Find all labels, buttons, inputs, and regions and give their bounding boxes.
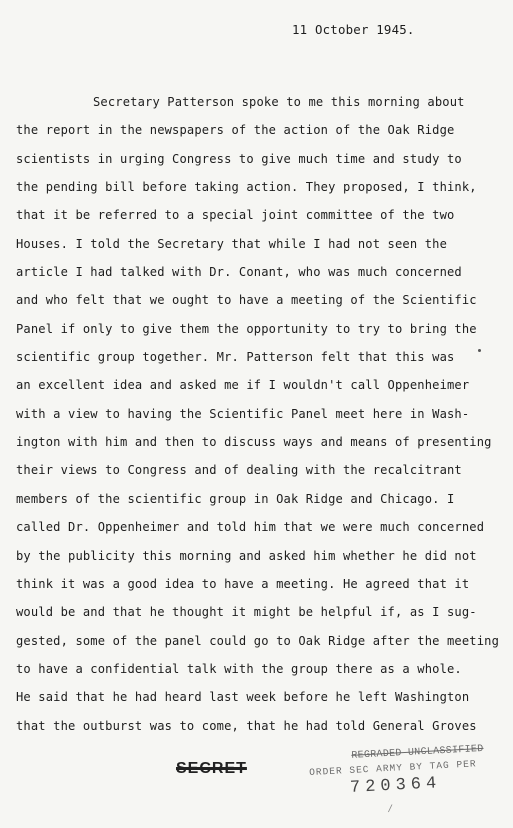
- body-line: by the publicity this morning and asked him whether he did not: [16, 548, 477, 563]
- body-line: the pending bill before taking action. They proposed, I think,: [16, 180, 477, 195]
- document-number: 720364: [349, 774, 442, 798]
- regraded-label: REGRADED UNCLASSIFIED: [351, 743, 484, 762]
- body-line: the report in the newspapers of the action of the Oak Ridge: [16, 123, 455, 138]
- body-line: Houses. I told the Secretary that while I had not seen the: [16, 236, 448, 251]
- body-line: think it was a good idea to have a meeting. He agreed that it: [16, 576, 470, 591]
- body-line: that it be referred to a special joint committee of the two: [16, 208, 455, 223]
- body-line: scientific group together. Mr. Patterson felt that this was: [16, 350, 455, 365]
- body-line: an excellent idea and asked me if I wouldn't call Oppenheimer: [16, 378, 470, 393]
- body-line: Panel if only to give them the opportunity to try to bring the: [16, 321, 477, 336]
- body-line: article I had talked with Dr. Conant, who was much concerned: [16, 265, 462, 280]
- body-line: members of the scientific group in Oak Ridge and Chicago. I: [16, 491, 455, 506]
- body-line: and who felt that we ought to have a meeting of the Scientific: [16, 293, 477, 308]
- body-line: gested, some of the panel could go to Oak Ridge after the meeting: [16, 633, 500, 648]
- body-line: their views to Congress and of dealing with the recalcitrant: [16, 463, 462, 478]
- body-line: called Dr. Oppenheimer and told him that we were much concerned: [16, 520, 485, 535]
- secret-classification-stamp: SECRET: [176, 760, 247, 777]
- body-line: with a view to having the Scientific Panel meet here in Wash-: [16, 406, 470, 421]
- body-line: ington with him and then to discuss ways and means of presenting: [16, 435, 492, 450]
- stamp-tick-mark: /: [387, 804, 394, 817]
- order-label: ORDER SEC ARMY BY TAG PER: [308, 758, 477, 779]
- body-line: that the outburst was to come, that he had told General Groves: [16, 718, 477, 733]
- declassification-stamp: [304, 743, 508, 827]
- body-line: scientists in urging Congress to give much time and study to: [16, 151, 462, 166]
- document-date: 11 October 1945.: [292, 22, 415, 37]
- stray-ink-mark: [478, 349, 481, 352]
- document-body: [16, 93, 506, 745]
- body-line: to have a confidential talk with the group there as a whole.: [16, 661, 462, 676]
- body-line: He said that he had heard last week before he left Washington: [16, 690, 470, 705]
- body-line: Secretary Patterson spoke to me this morning about: [93, 95, 465, 109]
- body-line: would be and that he thought it might be helpful if, as I sug-: [16, 605, 477, 620]
